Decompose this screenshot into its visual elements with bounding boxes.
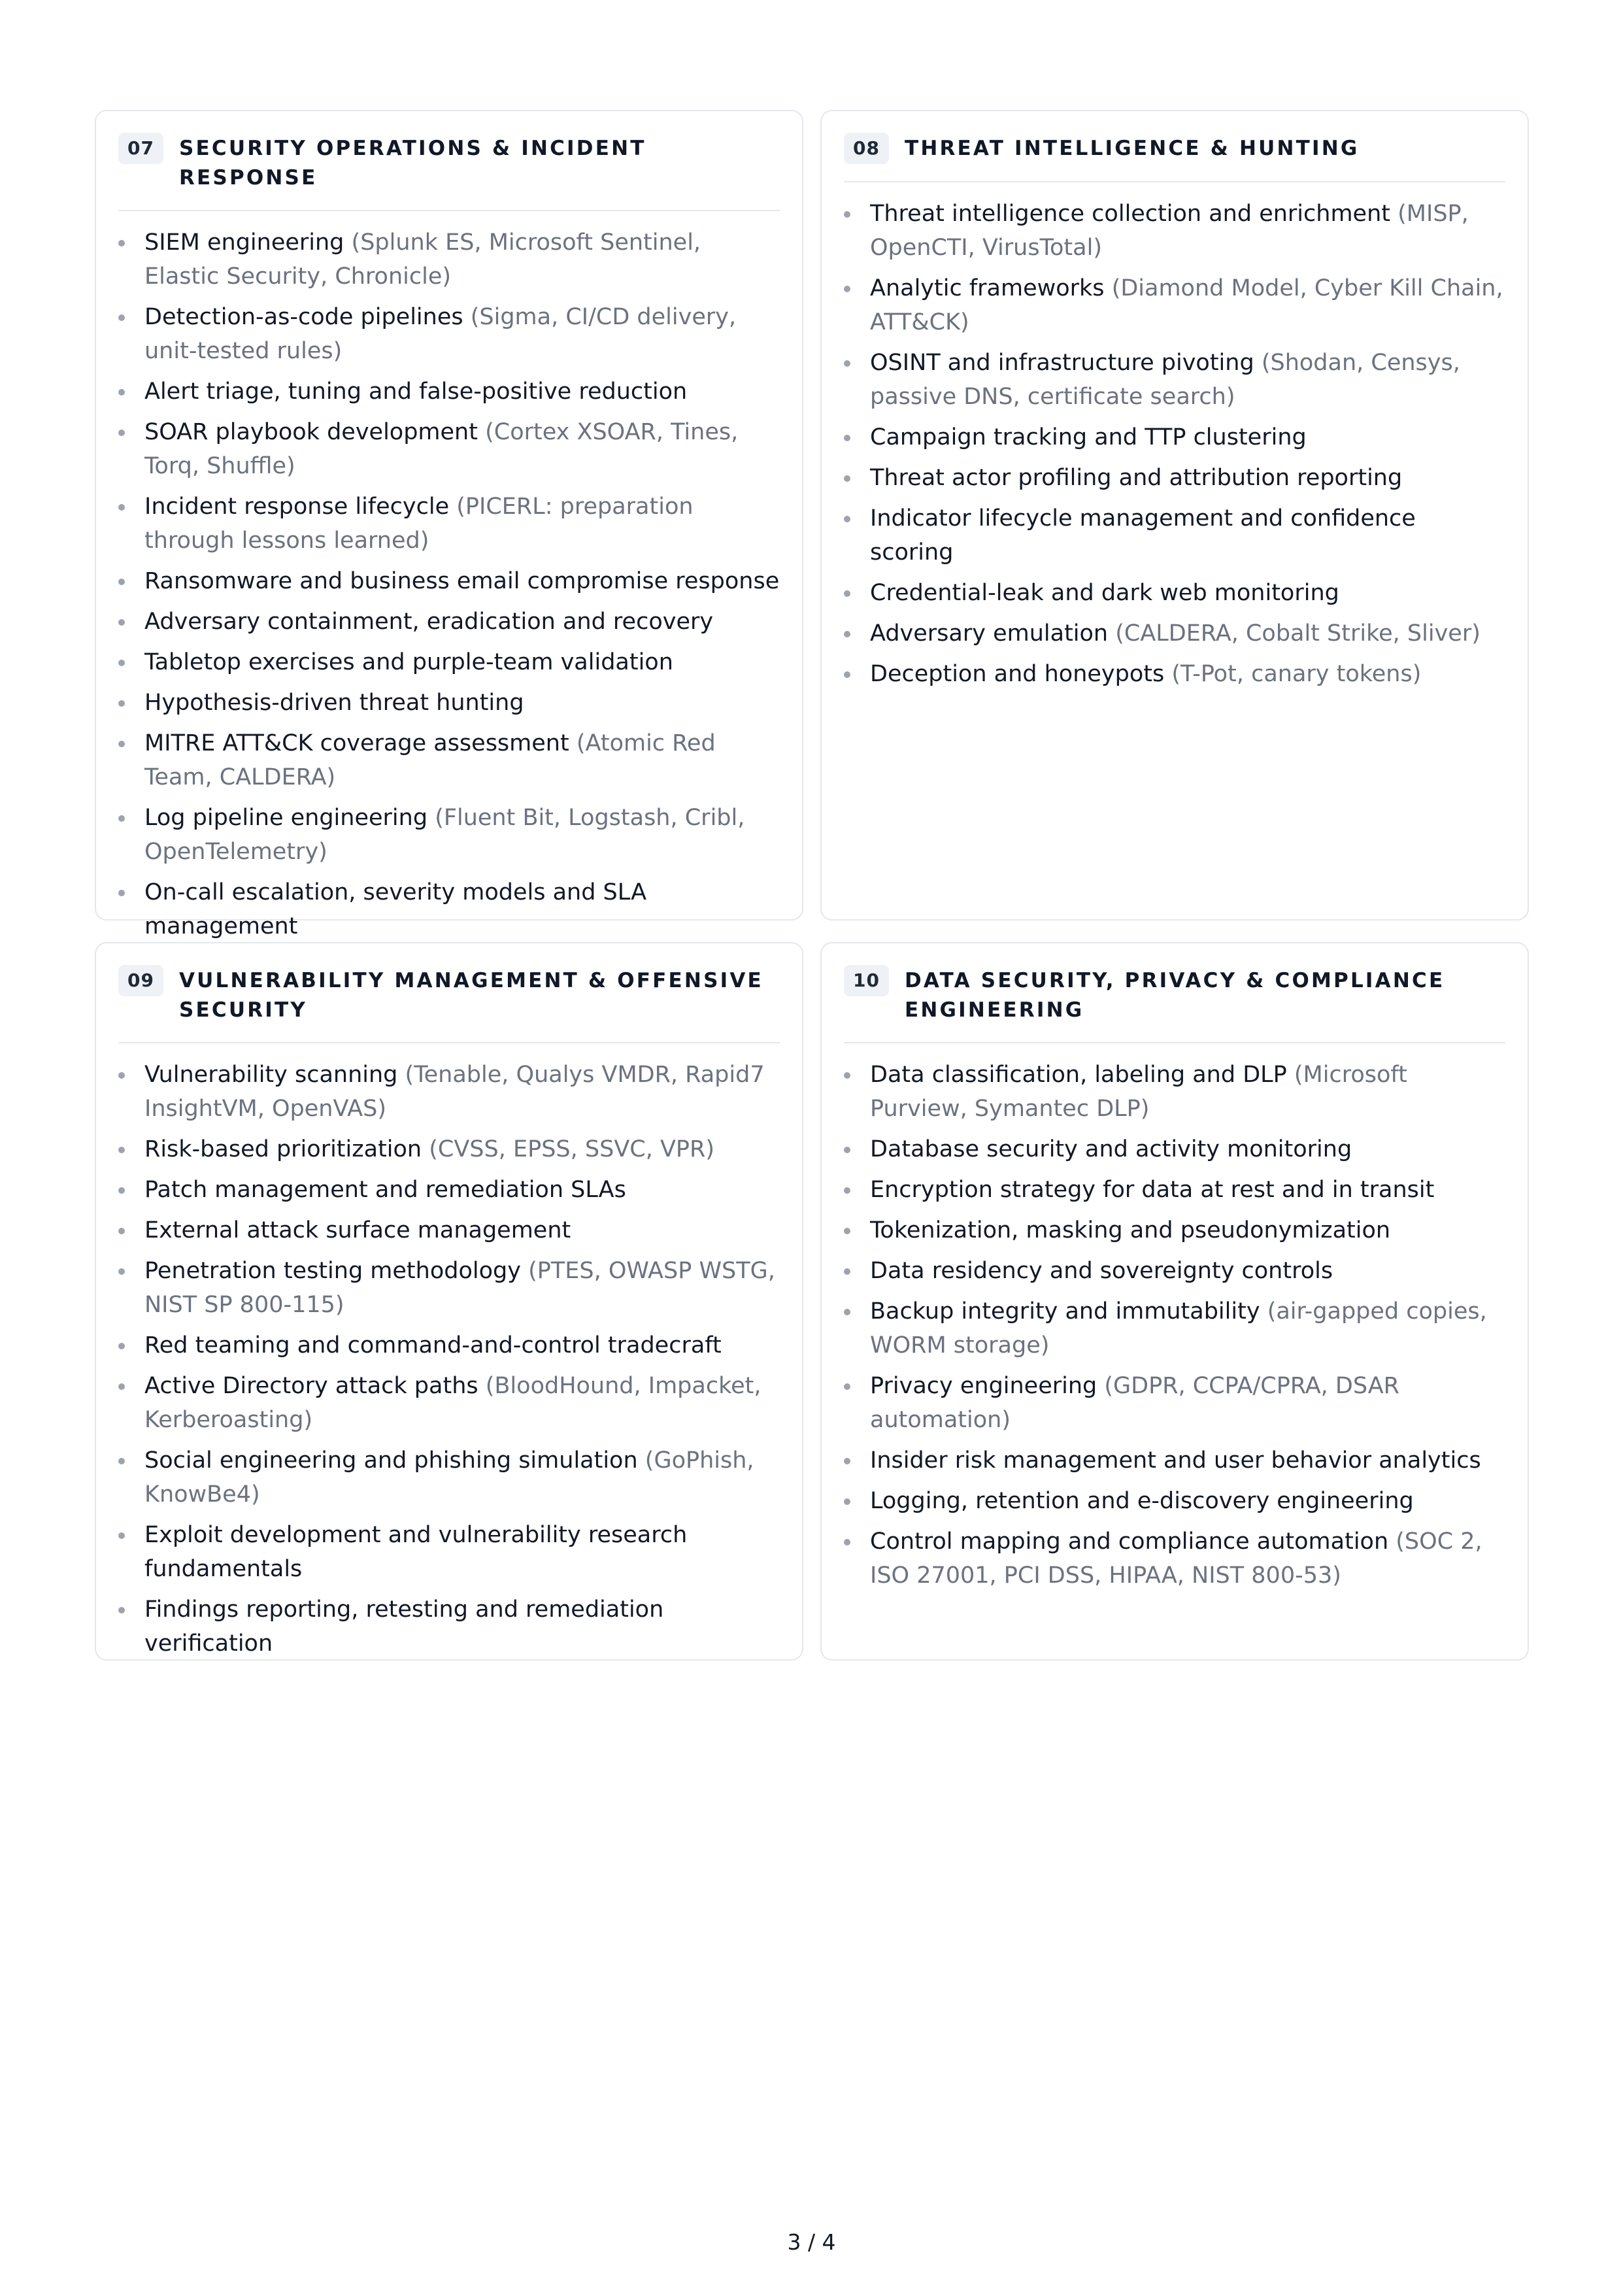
section-header: [118, 111, 780, 211]
bullet-icon: [118, 890, 125, 896]
list-item: [844, 346, 1505, 414]
item-detail: (air-gapped copies, WORM storage): [870, 1298, 1487, 1359]
item-text: Hypothesis-driven threat hunting: [144, 690, 524, 716]
list-item: [844, 197, 1505, 265]
item-detail: (T-Pot, canary tokens): [1171, 661, 1422, 687]
section-item-list: [118, 1043, 780, 1661]
item-text: Alert triage, tuning and false-positive reduction: [144, 379, 688, 405]
bullet-icon: [844, 1539, 850, 1545]
list-item: [118, 875, 780, 943]
bullet-icon: [844, 1187, 850, 1194]
item-text: Risk-based prioritization: [144, 1136, 422, 1162]
item-text: Threat intelligence collection and enrichment: [870, 201, 1390, 227]
item-text: Tabletop exercises and purple-team validation: [144, 649, 673, 675]
item-text: Data classification, labeling and DLP: [870, 1062, 1287, 1088]
list-item: [118, 1518, 780, 1586]
list-item: [118, 686, 780, 720]
item-text: Vulnerability scanning: [144, 1062, 398, 1088]
list-item: [844, 1173, 1505, 1207]
list-item: [118, 1369, 780, 1437]
list-item: [844, 1525, 1505, 1593]
bullet-icon: [118, 1532, 125, 1539]
item-text: Credential-leak and dark web monitoring: [870, 580, 1339, 606]
item-detail: (Tenable, Qualys VMDR, Rapid7 InsightVM, OpenVAS): [144, 1062, 765, 1122]
item-detail: (Splunk ES, Microsoft Sentinel, Elastic Security, Chronicle): [144, 229, 701, 290]
item-detail: (PICERL: preparation through lessons learned): [144, 494, 694, 554]
item-text: Log pipeline engineering: [144, 805, 428, 831]
list-item: [844, 1484, 1505, 1518]
bullet-icon: [118, 1383, 125, 1390]
item-text: Adversary containment, eradication and recovery: [144, 609, 714, 635]
list-item: [118, 564, 780, 598]
section-title: THREAT INTELLIGENCE & HUNTING: [904, 137, 1360, 160]
item-detail: (BloodHound, Impacket, Kerberoasting): [144, 1373, 761, 1433]
item-detail: (PTES, OWASP WSTG, NIST SP 800-115): [144, 1258, 775, 1318]
list-item: [118, 1058, 780, 1126]
list-item: [844, 420, 1505, 454]
sections-grid: [95, 110, 1529, 1661]
item-text: Analytic frameworks: [870, 275, 1105, 301]
section-card: [820, 942, 1529, 1661]
list-item: [844, 576, 1505, 610]
bullet-icon: [118, 619, 125, 626]
bullet-icon: [118, 700, 125, 707]
bullet-icon: [118, 1458, 125, 1464]
bullet-icon: [118, 1187, 125, 1194]
section-header: [118, 943, 780, 1043]
list-item: [118, 801, 780, 869]
item-detail: (Cortex XSOAR, Tines, Torq, Shuffle): [144, 419, 739, 479]
item-detail: (Fluent Bit, Logstash, Cribl, OpenTelemetry): [144, 805, 745, 865]
section-item-list: [844, 182, 1505, 691]
bullet-icon: [118, 1228, 125, 1234]
bullet-icon: [844, 1072, 850, 1079]
list-item: [118, 375, 780, 409]
section-title: VULNERABILITY MANAGEMENT & OFFENSIVE SECURITY: [178, 969, 763, 1022]
item-text: Database security and activity monitoring: [870, 1136, 1352, 1162]
item-text: Social engineering and phishing simulation: [144, 1447, 638, 1474]
item-text: Incident response lifecycle: [144, 494, 450, 520]
section-header: [844, 111, 1505, 182]
list-item: [118, 1213, 780, 1247]
bullet-icon: [118, 815, 125, 822]
section-number-badge: 07: [118, 133, 163, 164]
bullet-icon: [844, 211, 850, 218]
item-text: Data residency and sovereignty controls: [870, 1258, 1333, 1284]
list-item: [118, 1254, 780, 1322]
bullet-icon: [118, 389, 125, 396]
item-detail: (Diamond Model, Cyber Kill Chain, ATT&CK): [870, 275, 1503, 335]
item-text: On-call escalation, severity models and SLA management: [144, 879, 647, 939]
item-text: Campaign tracking and TTP clustering: [870, 424, 1307, 450]
bullet-icon: [118, 1072, 125, 1079]
item-text: Deception and honeypots: [870, 661, 1165, 687]
item-text: Active Directory attack paths: [144, 1373, 478, 1399]
item-text: OSINT and infrastructure pivoting: [870, 350, 1254, 376]
item-text: SIEM engineering: [144, 229, 344, 256]
bullet-icon: [844, 516, 850, 522]
bullet-icon: [118, 579, 125, 585]
item-text: Encryption strategy for data at rest and in transit: [870, 1177, 1435, 1203]
item-text: Detection-as-code pipelines: [144, 304, 463, 330]
item-detail: (CVSS, EPSS, SSVC, VPR): [429, 1136, 714, 1162]
bullet-icon: [844, 475, 850, 482]
item-text: Patch management and remediation SLAs: [144, 1177, 626, 1203]
section-title: SECURITY OPERATIONS & INCIDENT RESPONSE: [178, 137, 646, 190]
bullet-icon: [844, 590, 850, 597]
list-item: [844, 616, 1505, 650]
item-detail: (MISP, OpenCTI, VirusTotal): [870, 201, 1469, 261]
list-item: [844, 501, 1505, 569]
item-text: Backup integrity and immutability: [870, 1298, 1260, 1325]
item-detail: (GoPhish, KnowBe4): [144, 1447, 754, 1508]
item-text: Tokenization, masking and pseudonymization: [870, 1217, 1391, 1243]
bullet-icon: [844, 1458, 850, 1464]
bullet-icon: [118, 1343, 125, 1349]
bullet-icon: [844, 1268, 850, 1275]
bullet-icon: [118, 240, 125, 246]
bullet-icon: [118, 504, 125, 511]
section-card: [95, 942, 803, 1661]
item-detail: (GDPR, CCPA/CPRA, DSAR automation): [870, 1373, 1400, 1433]
item-detail: (Microsoft Purview, Symantec DLP): [870, 1062, 1407, 1122]
item-detail: (CALDERA, Cobalt Strike, Sliver): [1115, 620, 1481, 647]
list-item: [844, 1213, 1505, 1247]
bullet-icon: [844, 671, 850, 678]
list-item: [844, 1254, 1505, 1288]
bullet-icon: [118, 1147, 125, 1153]
bullet-icon: [118, 1607, 125, 1613]
list-item: [118, 1443, 780, 1511]
item-text: MITRE ATT&CK coverage assessment: [144, 730, 569, 756]
list-item: [844, 1132, 1505, 1166]
bullet-icon: [844, 1498, 850, 1505]
item-text: Control mapping and compliance automation: [870, 1528, 1389, 1555]
item-text: Indicator lifecycle management and confidence scoring: [870, 505, 1416, 566]
bullet-icon: [118, 1268, 125, 1275]
section-number-badge: 08: [844, 133, 889, 164]
bullet-icon: [844, 1309, 850, 1315]
section-header: [844, 943, 1505, 1043]
bullet-icon: [844, 360, 850, 367]
bullet-icon: [844, 1383, 850, 1390]
section-number-badge: 10: [844, 965, 889, 996]
item-text: Ransomware and business email compromise response: [144, 568, 780, 594]
item-text: Adversary emulation: [870, 620, 1109, 647]
item-detail: (Sigma, CI/CD delivery, unit-tested rules): [144, 304, 737, 364]
item-text: Penetration testing methodology: [144, 1258, 521, 1284]
section-card: [820, 110, 1529, 920]
page-number: 3 / 4: [787, 2229, 836, 2255]
item-text: Findings reporting, retesting and remediation verification: [144, 1596, 664, 1657]
list-item: [118, 1173, 780, 1207]
list-item: [118, 726, 780, 794]
item-detail: (Atomic Red Team, CALDERA): [144, 730, 716, 790]
item-text: External attack surface management: [144, 1217, 571, 1243]
list-item: [844, 1369, 1505, 1437]
item-text: Red teaming and command-and-control tradecraft: [144, 1332, 722, 1359]
bullet-icon: [118, 430, 125, 436]
section-card: [95, 110, 803, 939]
list-item: [118, 415, 780, 483]
item-text: Logging, retention and e-discovery engineering: [870, 1488, 1414, 1514]
bullet-icon: [118, 741, 125, 747]
bullet-icon: [844, 286, 850, 292]
bullet-icon: [844, 435, 850, 441]
list-item: [118, 645, 780, 679]
section-number-badge: 09: [118, 965, 163, 996]
item-detail: (Shodan, Censys, passive DNS, certificate search): [870, 350, 1460, 410]
list-item: [844, 1294, 1505, 1362]
item-text: Privacy engineering: [870, 1373, 1097, 1399]
list-item: [118, 490, 780, 558]
list-item: [118, 1132, 780, 1166]
bullet-icon: [844, 1147, 850, 1153]
list-item: [118, 300, 780, 368]
item-text: Insider risk management and user behavior analytics: [870, 1447, 1481, 1474]
item-text: Exploit development and vulnerability research fundamentals: [144, 1522, 688, 1582]
list-item: [118, 1328, 780, 1362]
section-item-list: [118, 211, 780, 943]
list-item: [844, 1058, 1505, 1126]
list-item: [118, 226, 780, 294]
bullet-icon: [118, 660, 125, 666]
bullet-icon: [844, 1228, 850, 1234]
section-item-list: [844, 1043, 1505, 1593]
section-title: DATA SECURITY, PRIVACY & COMPLIANCE ENGINEERING: [904, 969, 1445, 1022]
list-item: [118, 605, 780, 639]
bullet-icon: [844, 631, 850, 637]
list-item: [118, 1593, 780, 1661]
item-text: SOAR playbook development: [144, 419, 478, 445]
item-detail: (SOC 2, ISO 27001, PCI DSS, HIPAA, NIST 800-53): [870, 1528, 1482, 1589]
item-text: Threat actor profiling and attribution reporting: [870, 465, 1403, 491]
list-item: [844, 657, 1505, 691]
list-item: [844, 271, 1505, 339]
bullet-icon: [118, 314, 125, 321]
list-item: [844, 461, 1505, 495]
list-item: [844, 1443, 1505, 1477]
